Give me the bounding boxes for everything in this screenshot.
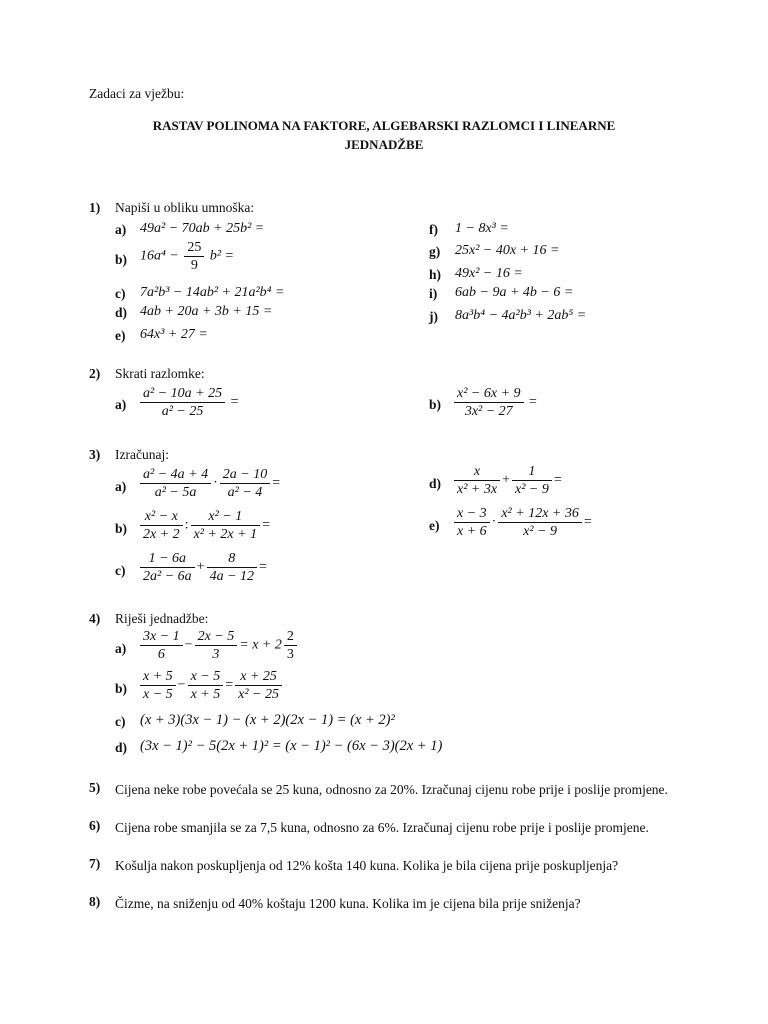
task4b-n1: x + 5 (140, 669, 176, 686)
page-title-line1: RASTAV POLINOMA NA FAKTORE, ALGEBARSKI RAZLOMCI I LINEARNE (152, 118, 616, 133)
task3d-d1: x² + 3x (457, 482, 498, 497)
task3-prompt: Izračunaj: (115, 447, 169, 462)
problem7-text: Košulja nakon poskupljenja od 12% košta 140 kuna. Kolika je bila cijena prije poskupljenja? (115, 858, 619, 873)
task3a-label: a) (115, 479, 127, 494)
task2b-den: 3x² − 27 (464, 404, 513, 419)
task3b-n2: x² − 1 (191, 509, 261, 526)
task3b-label: b) (115, 521, 128, 536)
task3c-n1: 1 − 6a (140, 551, 195, 568)
task4a-n1: 3x − 1 (140, 629, 183, 646)
task3e-expr (452, 506, 592, 539)
task1j-label: j) (429, 309, 438, 324)
task3a-op: · (213, 475, 218, 491)
task4b-d3: x² − 25 (238, 687, 280, 702)
task4a-label: a) (115, 641, 127, 656)
task4c-label: c) (115, 714, 126, 729)
task1h-label: h) (429, 267, 442, 282)
task3c-expr (138, 551, 267, 584)
task3c-label: c) (115, 563, 126, 578)
task1e-label: e) (115, 328, 126, 343)
task1g-label: g) (429, 244, 441, 259)
task1d-label: d) (115, 305, 128, 320)
task1b-frac-num: 25 (184, 240, 204, 257)
task1d-expr: 4ab + 20a + 3b + 15 = (140, 304, 273, 319)
task1a-label: a) (115, 222, 127, 237)
task2a-equals: = (230, 394, 239, 410)
task2a-num: a² − 10a + 25 (140, 386, 225, 403)
task3c-n2: 8 (207, 551, 257, 568)
task1i-label: i) (429, 286, 438, 301)
task4b-n2: x − 5 (188, 669, 224, 686)
task1b-expr (140, 240, 234, 273)
task4a-n2: 2x − 5 (195, 629, 238, 646)
page-title-line2: JEDNADŽBE (344, 137, 424, 152)
task3b-expr (138, 509, 270, 542)
task3e-d1: x + 6 (457, 524, 487, 539)
task4a-d1: 6 (157, 647, 165, 662)
task1c-label: c) (115, 286, 126, 301)
problem7-number: 7) (89, 856, 101, 871)
task3b-equals: = (262, 517, 270, 533)
task4c-expr: (x + 3)(3x − 1) − (x + 2)(2x − 1) = (x + 2)² (140, 712, 395, 728)
task4b-d2: x + 5 (190, 687, 221, 702)
task4a-n3: 2 (284, 629, 297, 646)
task3a-d1: a² − 5a (154, 485, 197, 500)
problem5-text: Cijena neke robe povećala se 25 kuna, odnosno za 20%. Izračunaj cijenu robe prije i poslije promjene. (115, 782, 668, 797)
problem8-text: Čizme, na sniženju od 40% koštaju 1200 kuna. Kolika im je cijena bila prije sniženja? (115, 896, 581, 911)
task3a-n1: a² − 4a + 4 (140, 467, 211, 484)
task3d-n2: 1 (512, 464, 552, 481)
task2b-num: x² − 6x + 9 (454, 386, 524, 403)
task4a-expr (138, 629, 299, 662)
intro-text: Zadaci za vježbu: (89, 86, 185, 101)
task3d-d2: x² − 9 (514, 482, 549, 497)
task1b-frac-den: 9 (190, 258, 198, 273)
task1h-expr: 49x² − 16 = (455, 266, 523, 281)
task1e-expr: 64x³ + 27 = (140, 327, 208, 342)
task3b-d1: 2x + 2 (143, 527, 180, 542)
task3d-expr (452, 464, 562, 497)
task3e-n2: x² + 12x + 36 (498, 506, 582, 523)
task1c-expr: 7a²b³ − 14ab² + 21a²b⁴ = (140, 285, 285, 300)
task2-number: 2) (89, 366, 101, 381)
task4a-d3: 3 (286, 647, 294, 662)
task3a-expr (138, 467, 280, 500)
task3d-label: d) (429, 476, 442, 491)
task3e-label: e) (429, 518, 440, 533)
task1b-fraction (184, 240, 204, 273)
task4a-mid: = x + 2 (239, 637, 282, 653)
task3c-d2: 4a − 12 (209, 569, 255, 584)
task1b-post: b² = (209, 248, 234, 264)
problem8-number: 8) (89, 894, 101, 909)
task4a-d2: 3 (212, 647, 220, 662)
task1g-expr: 25x² − 40x + 16 = (455, 243, 560, 258)
task1f-label: f) (429, 222, 438, 237)
task3e-equals: = (583, 514, 592, 530)
task4b-n3: x + 25 (235, 669, 282, 686)
task1b-pre: 16a⁴ − (140, 248, 179, 264)
task4d-expr: (3x − 1)² − 5(2x + 1)² = (x − 1)² − (6x − 3)(2x + 1) (140, 738, 443, 754)
task3c-d1: 2a² − 6a (143, 569, 192, 584)
task3e-d2: x² − 9 (523, 524, 558, 539)
problem6-text: Cijena robe smanjila se za 7,5 kuna, odnosno za 6%. Izračunaj cijenu robe prije i poslije promjene. (115, 820, 649, 835)
task4b-expr (138, 669, 284, 702)
task3d-n1: x (454, 464, 500, 481)
task1a-expr: 49a² − 70ab + 25b² = (140, 221, 265, 236)
task4b-mid: = (225, 677, 234, 693)
task4-number: 4) (89, 611, 101, 626)
task2-prompt: Skrati razlomke: (115, 366, 205, 381)
task4a-op: − (184, 637, 193, 653)
task3a-d2: a² − 4 (227, 485, 263, 500)
task4-prompt: Riješi jednadžbe: (115, 611, 209, 626)
task2a-den: a² − 25 (161, 404, 204, 419)
task1i-expr: 6ab − 9a + 4b − 6 = (455, 285, 574, 300)
task3c-op: + (196, 559, 205, 575)
task2b-expr (452, 386, 537, 419)
task2b-fraction (454, 386, 524, 419)
task3a-n2: 2a − 10 (220, 467, 270, 484)
task3d-op: + (502, 472, 510, 488)
task3-number: 3) (89, 447, 101, 462)
task1j-expr: 8a³b⁴ − 4a²b³ + 2ab⁵ = (455, 308, 587, 323)
task1f-expr: 1 − 8x³ = (455, 221, 509, 236)
task1-prompt: Napiši u obliku umnoška: (115, 200, 255, 215)
task3b-n1: x² − x (140, 509, 183, 526)
task3b-op: : (184, 517, 189, 533)
task2a-expr (138, 386, 239, 419)
task2b-equals: = (529, 394, 537, 410)
task2b-label: b) (429, 397, 442, 412)
task4d-label: d) (115, 740, 128, 755)
task4b-d1: x − 5 (143, 687, 173, 702)
task4b-label: b) (115, 681, 128, 696)
task1b-label: b) (115, 252, 128, 267)
task4b-op: − (177, 677, 186, 693)
task1-number: 1) (89, 200, 101, 215)
task3c-equals: = (259, 559, 267, 575)
task3e-op: · (491, 514, 497, 530)
task3e-n1: x − 3 (454, 506, 490, 523)
task3a-equals: = (272, 475, 281, 491)
task3b-d2: x² + 2x + 1 (193, 527, 258, 542)
task3d-equals: = (553, 472, 562, 488)
task2a-fraction (140, 386, 225, 419)
problem5-number: 5) (89, 780, 101, 795)
problem6-number: 6) (89, 818, 101, 833)
task2a-label: a) (115, 397, 127, 412)
